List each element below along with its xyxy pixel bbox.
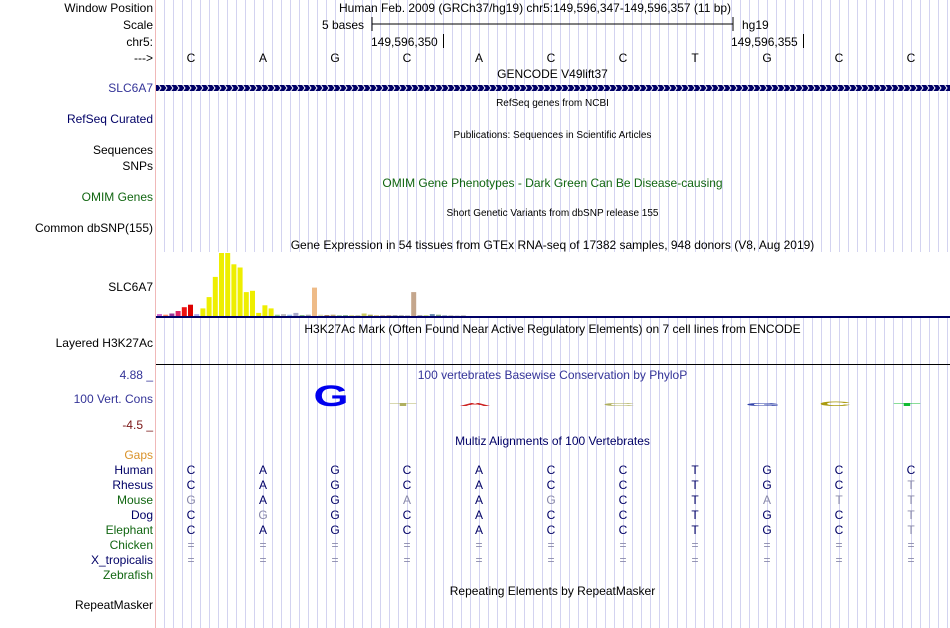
aligned-base: G — [330, 463, 340, 477]
aligned-base: C — [546, 508, 556, 522]
logo-letter: C — [602, 402, 636, 407]
logo-letter: T — [389, 402, 417, 407]
aligned-base: T — [907, 493, 915, 507]
cons-track-title: 100 vertebrates Basewise Conservation by PhyloP — [417, 368, 688, 382]
chrom-label: chr5: — [126, 35, 153, 49]
aligned-base: C — [618, 523, 628, 537]
scale-value: 5 bases — [322, 18, 365, 32]
aligned-base: C — [618, 493, 628, 507]
aligned-base: A — [474, 493, 483, 507]
snps-track-label[interactable]: SNPs — [122, 159, 153, 173]
aligned-base: = — [547, 538, 555, 552]
gencode-track-title: GENCODE V49lift37 — [497, 67, 608, 81]
cons-track-label[interactable]: 100 Vert. Cons — [73, 392, 153, 406]
gtex-track-label[interactable]: SLC6A7 — [108, 280, 153, 294]
aligned-base: = — [907, 538, 915, 552]
gtex-tissue-bar[interactable] — [411, 292, 416, 316]
aligned-base: C — [186, 463, 196, 477]
base-letter: G — [330, 51, 340, 65]
omim-track-label[interactable]: OMIM Genes — [81, 190, 153, 204]
logo-letter: C — [818, 400, 852, 408]
base-letter: T — [691, 51, 699, 65]
aligned-base: A — [474, 463, 483, 477]
repeat-track-label[interactable]: RepeatMasker — [74, 598, 153, 612]
aligned-base: G — [330, 478, 340, 492]
aligned-base: C — [834, 508, 844, 522]
gtex-tissue-bar[interactable] — [188, 305, 193, 316]
cons-min-label: -4.5 _ — [122, 418, 153, 432]
aligned-base: C — [546, 463, 556, 477]
species-label[interactable]: Dog — [130, 508, 153, 522]
aligned-base: G — [258, 508, 268, 522]
coord-right-tick — [803, 34, 804, 48]
gtex-tissue-bar[interactable] — [312, 288, 317, 316]
aligned-base: = — [691, 553, 699, 567]
aligned-base: A — [474, 508, 483, 522]
aligned-base: = — [403, 553, 411, 567]
assembly-label: hg19 — [742, 18, 769, 32]
base-letter: C — [618, 51, 628, 65]
aligned-base: T — [691, 508, 699, 522]
strand-label: ---> — [134, 51, 153, 65]
aligned-base: = — [691, 538, 699, 552]
aligned-base: G — [330, 523, 340, 537]
aligned-base: C — [834, 523, 844, 537]
species-label[interactable]: Chicken — [109, 538, 153, 552]
aligned-base: C — [402, 478, 412, 492]
aligned-base: G — [546, 493, 556, 507]
gtex-tissue-bar[interactable] — [200, 308, 205, 316]
window-position-value: Human Feb. 2009 (GRCh37/hg19) chr5:149,596,347-149,596,357 (11 bp) — [339, 1, 732, 15]
logo-letter: G — [745, 402, 781, 407]
aligned-base: T — [691, 463, 699, 477]
species-label[interactable]: X_tropicalis — [90, 553, 153, 567]
species-label[interactable]: Zebrafish — [102, 568, 153, 582]
aligned-base: C — [546, 478, 556, 492]
base-letter: C — [906, 51, 916, 65]
aligned-base: A — [258, 523, 267, 537]
aligned-base: C — [618, 463, 628, 477]
aligned-base: = — [763, 538, 771, 552]
gtex-track-title: Gene Expression in 54 tissues from GTEx RNA-seq of 17382 samples, 948 donors (V8, Aug 2019) — [290, 238, 815, 252]
base-letter: A — [258, 51, 267, 65]
aligned-base: = — [475, 553, 483, 567]
gtex-tissue-bar[interactable] — [262, 305, 267, 316]
gtex-tissue-bar[interactable] — [231, 264, 236, 316]
base-letter: C — [834, 51, 844, 65]
aligned-base: T — [907, 478, 915, 492]
aligned-base: A — [474, 478, 483, 492]
window-position-label: Window Position — [64, 1, 153, 15]
aligned-base: T — [835, 493, 843, 507]
gtex-tissue-bar[interactable] — [244, 292, 249, 316]
gtex-tissue-bar[interactable] — [182, 307, 187, 316]
sequences-track-label[interactable]: Sequences — [92, 143, 153, 157]
aligned-base: A — [258, 478, 267, 492]
h3k27ac-track-title: H3K27Ac Mark (Often Found Near Active Regulatory Elements) on 7 cell lines from ENCODE — [304, 322, 801, 336]
base-letter: C — [186, 51, 196, 65]
aligned-base: T — [907, 508, 915, 522]
aligned-base: T — [691, 523, 699, 537]
gtex-tissue-bar[interactable] — [207, 297, 212, 316]
coord-left-tick — [443, 34, 444, 48]
aligned-base: = — [259, 538, 267, 552]
aligned-base: C — [186, 523, 196, 537]
aligned-base: T — [691, 478, 699, 492]
aligned-base: C — [186, 508, 196, 522]
aligned-base: T — [691, 493, 699, 507]
base-letter: C — [402, 51, 412, 65]
h3k27ac-baseline — [156, 364, 950, 365]
aligned-base: G — [330, 493, 340, 507]
aligned-base: = — [187, 538, 195, 552]
gaps-label[interactable]: Gaps — [124, 448, 153, 462]
gtex-tissue-bar[interactable] — [213, 277, 218, 316]
aligned-base: A — [258, 463, 267, 477]
aligned-base: C — [402, 523, 412, 537]
aligned-base: = — [475, 538, 483, 552]
aligned-base: = — [835, 553, 843, 567]
aligned-base: = — [547, 553, 555, 567]
multiz-track-title: Multiz Alignments of 100 Vertebrates — [455, 434, 650, 448]
aligned-base: = — [907, 553, 915, 567]
cons-max-label: 4.88 _ — [119, 368, 153, 382]
gencode-gene-label[interactable]: SLC6A7 — [108, 81, 153, 95]
h3k27ac-track-label[interactable]: Layered H3K27Ac — [55, 336, 153, 350]
aligned-base: G — [762, 523, 772, 537]
aligned-base: G — [762, 478, 772, 492]
omim-track-title: OMIM Gene Phenotypes - Dark Green Can Be Disease-causing — [382, 176, 723, 190]
aligned-base: T — [907, 523, 915, 537]
gtex-bar-chart[interactable] — [156, 252, 950, 318]
aligned-base: = — [187, 553, 195, 567]
logo-letter: G — [313, 379, 349, 414]
aligned-base: = — [331, 553, 339, 567]
dbsnp-track-label[interactable]: Common dbSNP(155) — [34, 221, 153, 235]
aligned-base: C — [906, 463, 916, 477]
refseq-track-title: RefSeq genes from NCBI — [496, 98, 609, 109]
gencode-gene-body[interactable] — [156, 81, 950, 95]
gtex-tissue-bar[interactable] — [225, 253, 230, 316]
coord-left: 149,596,350 — [371, 35, 438, 49]
gtex-tissue-bar[interactable] — [250, 291, 255, 316]
aligned-base: A — [258, 493, 267, 507]
aligned-base: = — [763, 553, 771, 567]
aligned-base: G — [330, 508, 340, 522]
aligned-base: C — [186, 478, 196, 492]
publications-track-title: Publications: Sequences in Scientific Articles — [453, 130, 652, 141]
logo-letter: T — [893, 402, 921, 407]
conservation-logo[interactable] — [0, 379, 950, 414]
logo-letter: A — [458, 402, 492, 407]
base-letter: A — [474, 51, 483, 65]
gtex-tissue-bar[interactable] — [219, 253, 224, 316]
base-letter: G — [762, 51, 772, 65]
scale-label: Scale — [122, 18, 153, 32]
gtex-tissue-bar[interactable] — [269, 308, 274, 316]
repeat-track-title: Repeating Elements by RepeatMasker — [449, 584, 656, 598]
aligned-base: G — [186, 493, 196, 507]
aligned-base: C — [546, 523, 556, 537]
aligned-base: = — [619, 538, 627, 552]
aligned-base: C — [834, 463, 844, 477]
aligned-base: C — [402, 508, 412, 522]
aligned-base: = — [619, 553, 627, 567]
scale-bar — [371, 17, 735, 31]
refseq-track-label[interactable]: RefSeq Curated — [66, 112, 153, 126]
aligned-base: A — [762, 493, 771, 507]
aligned-base: = — [259, 553, 267, 567]
aligned-base: C — [618, 478, 628, 492]
gtex-baseline — [156, 316, 950, 318]
aligned-base: G — [762, 463, 772, 477]
species-label[interactable]: Elephant — [105, 523, 153, 537]
species-label[interactable]: Mouse — [116, 493, 153, 507]
aligned-base: = — [403, 538, 411, 552]
aligned-base: A — [474, 523, 483, 537]
gtex-tissue-bar[interactable] — [238, 268, 243, 317]
aligned-base: C — [834, 478, 844, 492]
aligned-base: = — [835, 538, 843, 552]
aligned-base: C — [402, 463, 412, 477]
aligned-base: = — [331, 538, 339, 552]
dbsnp-track-title: Short Genetic Variants from dbSNP release 155 — [446, 208, 659, 219]
species-label[interactable]: Human — [114, 463, 153, 477]
aligned-base: C — [618, 508, 628, 522]
aligned-base: G — [762, 508, 772, 522]
base-letter: C — [546, 51, 556, 65]
aligned-base: A — [402, 493, 411, 507]
coord-right: 149,596,355 — [731, 35, 798, 49]
species-label[interactable]: Rhesus — [112, 478, 153, 492]
